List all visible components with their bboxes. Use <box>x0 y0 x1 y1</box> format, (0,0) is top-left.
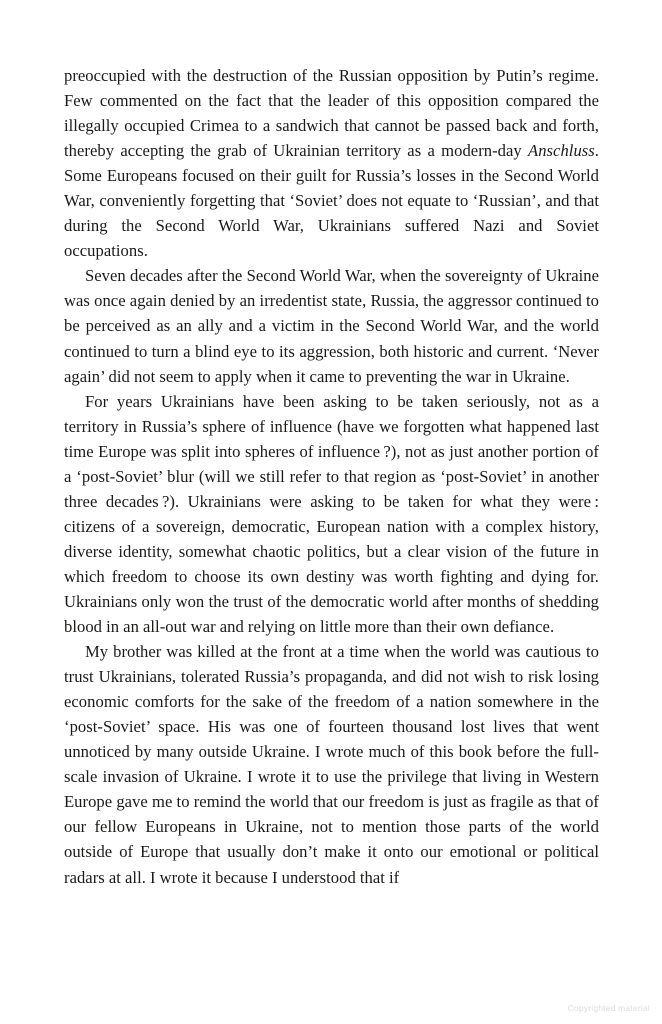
paragraph-my-brother: My brother was killed at the front at a time when the world was cautious to trust Ukrainians, tolerated Russia’s propaganda, and did not wish to risk losing economic comforts for the sake of the freedom of a nation somewhere in the ‘post-Soviet’ space. His was one of fourteen thousand lost lives that went unnoticed by many outside Ukraine. I wrote much of this book before the full-scale invasion of Ukraine. I wrote it to use the privilege that living in Western Europe gave me to remind the world that our freedom is just as fragile as that of our fellow Europeans in Ukraine, not to mention those parts of the world outside of Europe that usually don’t make it onto our emotional or political radars at all. I wrote it because I understood that if <box>64 642 599 887</box>
italic-term: Anschluss <box>528 141 595 161</box>
copyright-watermark: Copyrighted material <box>567 1003 650 1013</box>
paragraph-for-years: For years Ukrainians have been asking to be taken seriously, not as a territory in Russia’s sphere of influence (have we forgotten what happened last time Europe was split into spheres of influence ?), not as just another portion of a ‘post-Soviet’ blur (will we still refer to that region as ‘post-Soviet’ in another three decades ?). Ukrainians were asking to be taken for what they were : citizens of a sovereign, democratic, European nation with a complex history, diverse identity, somewhat chaotic politics, but a clear vision of the future in which freedom to choose its own destiny was worth fighting and dying for. Ukrainians only won the trust of the democratic world after months of shedding blood in an all-out war and relying on little more than their own defiance. <box>64 391 599 637</box>
paragraph-seven-decades: Seven decades after the Second World War, when the sovereignty of Ukraine was once again denied by an irredentist state, Russia, the aggressor continued to be perceived as an ally and a victim in the Second World War, and the world continued to turn a blind eye to its aggression, both historic and current. ‘Never again’ did not seem to apply when it came to preventing the war in Ukraine. <box>64 266 599 386</box>
page-text-block <box>64 63 599 890</box>
paragraph-continuation: preoccupied with the destruction of the Russian opposition by Putin’s regime. Few commented on the fact that the leader of this opposition compared the illegally occupied Crimea to a sandwich that cannot be passed back and forth, thereby accepting the grab of Ukrainian territory as a modern-day Anschluss. Some Europeans focused on their guilt for Russia’s losses in the Second World War, conveniently forgetting that ‘Soviet’ does not equate to ‘Russian’, and that during the Second World War, Ukrainians suffered Nazi and Soviet occupations. <box>64 66 599 261</box>
